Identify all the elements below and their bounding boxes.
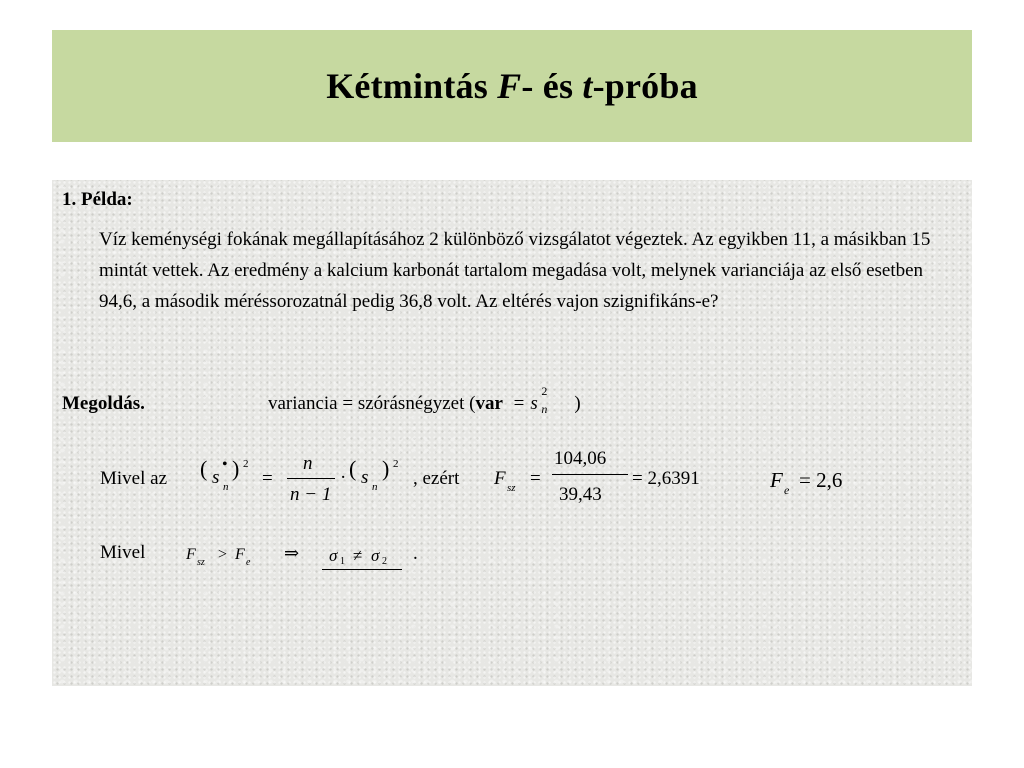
s-n-rparen: ) (382, 456, 390, 481)
s-n-bullet-sup: 2 (243, 458, 249, 470)
fe-F: F (770, 468, 783, 492)
example-heading: 1. Példa: (62, 189, 133, 210)
f2-implies: ⇒ (284, 543, 300, 563)
f2-sigma1: σ (329, 546, 338, 565)
f2-gt: > (218, 546, 228, 563)
f2-fe-F: F (235, 546, 245, 563)
s-n-sup: 2 (393, 458, 399, 470)
s-n-bullet-sub: n (223, 481, 229, 493)
f2-sub2: 2 (382, 556, 387, 567)
f2-period: . (413, 543, 418, 564)
slide-content (52, 180, 972, 686)
s-n-bullet-rparen: ) (232, 456, 240, 481)
fsz-frac-den: 39,43 (559, 484, 602, 505)
s-symbol: s (530, 393, 538, 414)
f2-sub1: 1 (340, 556, 345, 567)
s-n-bullet-dot: • (222, 456, 228, 473)
s-n-lparen: ( (349, 456, 357, 481)
var-word: var (475, 393, 503, 414)
fsz-frac-bar (552, 474, 628, 475)
title-middle: - és (521, 66, 583, 106)
title-suffix: -próba (592, 66, 698, 106)
title-bar (52, 30, 972, 142)
fsz-sub: sz (507, 482, 516, 494)
s-n-squared (530, 384, 556, 416)
fsz-result: = 2,6391 (632, 468, 700, 489)
f2-underline (322, 569, 402, 570)
f2-neq: ≠ (353, 546, 363, 565)
formula1-dot: · (340, 467, 347, 488)
fe-value: = 2,6 (799, 468, 843, 492)
sup-2: 2 (541, 384, 548, 398)
title-prefix: Kétmintás (326, 66, 498, 106)
f2-fe-sub: e (246, 557, 251, 568)
formula1-eq: = (262, 468, 273, 489)
s-n-sub: n (372, 481, 378, 493)
close-paren: ) (574, 393, 581, 414)
f2-fsz-sub: sz (197, 557, 205, 568)
solution-heading: Megoldás. (62, 393, 145, 414)
s-n-s: s (361, 467, 369, 488)
title-var-f: F (497, 66, 522, 106)
s-n-bullet-s: s (212, 467, 220, 488)
f2-fsz-F: F (186, 546, 196, 563)
fsz-F: F (494, 468, 506, 489)
frac-n-den: n − 1 (290, 484, 332, 505)
f2-sigma2: σ (371, 546, 380, 565)
example-text: Víz keménységi fokának megállapításához 2 különböző vizsgálatot végeztek. Az egyikben 11, a másikban 15 mintát vettek. Az eredmény a kalcium karbonát tartalom megadása volt, melynek varianciája az első esetben 94,6, a második méréssorozatnál pedig 36,8 volt. Az eltérés vajon szignifikáns-e? (99, 229, 931, 312)
frac-n-num: n (303, 453, 313, 474)
fsz-eq: = (530, 468, 541, 489)
title-var-t: t (582, 66, 593, 106)
variance-text: variancia = szórásnégyzet ( (268, 393, 476, 414)
s-n-bullet-lparen: ( (200, 456, 208, 481)
sub-n: n (541, 402, 548, 416)
fsz-frac-num: 104,06 (554, 448, 607, 469)
formula1-ezert: , ezért (413, 468, 460, 489)
frac-n-bar (287, 478, 335, 479)
fe-sub: e (784, 483, 790, 497)
formula1-lead: Mivel az (100, 468, 168, 489)
slide-title (326, 65, 698, 107)
var-eq: = (513, 393, 525, 414)
variance-definition (268, 384, 581, 416)
formula2-lead: Mivel (100, 542, 146, 563)
